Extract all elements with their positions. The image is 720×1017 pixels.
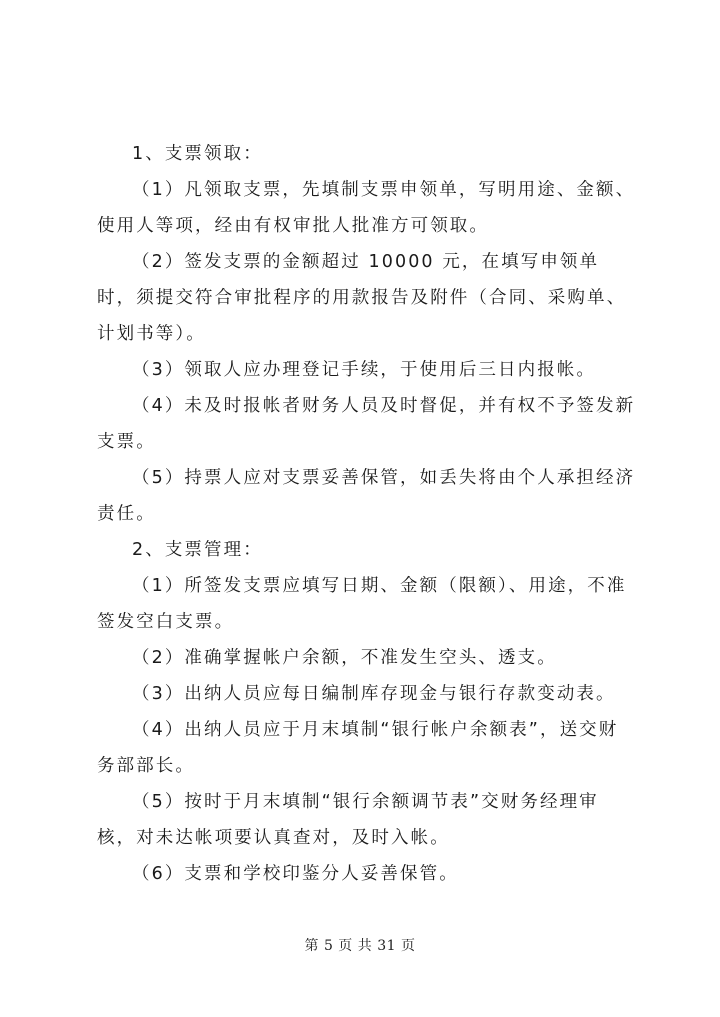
paragraph-item: （3）出纳人员应每日编制库存现金与银行存款变动表。 (132, 684, 616, 704)
section-heading-cheque-collection: 1、支票领取： (132, 144, 263, 164)
paragraph-item: （4）未及时报帐者财务人员及时督促，并有权不予签发新支票。 (97, 396, 636, 452)
paragraph-item: （5）按时于月末填制“银行余额调节表”交财务经理审核，对未达帐项要认真查对，及时入帐。 (97, 792, 599, 848)
paragraph-item: （5）持票人应对支票妥善保管，如丢失将由个人承担经济责任。 (97, 468, 636, 524)
paragraph-item: （3）领取人应办理登记手续，于使用后三日内报帐。 (132, 360, 597, 380)
paragraph-item: （6）支票和学校印鉴分人妥善保管。 (132, 864, 459, 884)
document-body (97, 136, 637, 892)
paragraph-item: （1）所签发支票应填写日期、金额（限额）、用途，不准签发空白支票。 (97, 576, 627, 632)
paragraph-item: （2）准确掌握帐户余额，不准发生空头、透支。 (132, 648, 557, 668)
paragraph-item: （1）凡领取支票，先填制支票申领单，写明用途、金额、使用人等项，经由有权审批人批准方可领取。 (97, 180, 636, 236)
page-number-footer: 第 5 页 共 31 页 (304, 938, 416, 954)
paragraph-item: （4）出纳人员应于月末填制“银行帐户余额表”，送交财务部部长。 (97, 720, 619, 776)
section-heading-cheque-management: 2、支票管理： (132, 540, 263, 560)
paragraph-item: （2）签发支票的金额超过 10000 元，在填写申领单时，须提交符合审批程序的用款报告及附件（合同、采购单、计划书等）。 (97, 252, 627, 344)
